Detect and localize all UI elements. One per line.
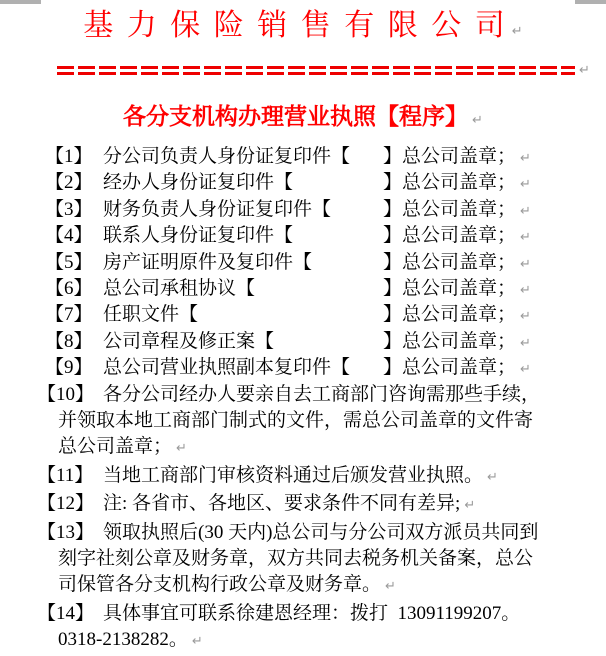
item-label: 领取执照后(30 天内)总公司与分公司双方派员共同到	[103, 521, 539, 543]
stamp-suffix: 】总公司盖章；	[383, 198, 517, 220]
item-label: 各分公司经办人要亲自去工商部门咨询需那些手续，	[103, 383, 541, 405]
list-item	[0, 382, 606, 463]
page-edge-right	[575, 0, 606, 4]
paragraph-mark-icon: ↵	[579, 63, 590, 78]
paragraph-mark-icon: ↵	[385, 579, 396, 595]
item-number: 【1】	[45, 146, 93, 167]
paragraph-mark-icon: ↵	[464, 498, 476, 514]
paragraph-mark-icon: ↵	[520, 362, 531, 378]
list-item	[0, 329, 606, 355]
item-label: 刻字社刻公章及财务章，双方共同去税务机关备案，总公	[58, 547, 534, 569]
item-label: 当地工商部门审核资料通过后颁发营业执照。	[103, 464, 484, 486]
item-label: 总公司承租协议【	[103, 277, 256, 299]
item-text-line	[0, 546, 606, 572]
stamp-tail	[383, 223, 531, 251]
item-label: 具体事宜可联系徐建恩经理：拨打 13091199207。	[103, 602, 521, 624]
paragraph-mark-icon: ↵	[520, 309, 531, 325]
paragraph-mark-icon: ↵	[520, 151, 531, 166]
item-text-line	[0, 627, 606, 655]
paragraph-mark-icon: ↵	[520, 230, 531, 246]
item-number: 【13】	[37, 521, 95, 543]
item-label: 0318-2138282。	[58, 629, 188, 651]
list-item	[0, 250, 606, 276]
paragraph-mark-icon: ↵	[472, 113, 483, 128]
stamp-tail	[383, 197, 531, 225]
list-item	[0, 302, 606, 328]
paragraph-mark-icon: ↵	[487, 469, 498, 485]
item-label: 财务负责人身份证复印件【	[103, 198, 332, 220]
paragraph-mark-icon: ↵	[520, 256, 531, 272]
item-text-line	[0, 408, 606, 434]
item-label: 司保管各分支机构行政公章及财务章。	[58, 574, 382, 596]
item-number: 【12】	[37, 493, 95, 515]
stamp-suffix: 】总公司盖章；	[383, 304, 517, 326]
divider-line-top	[57, 66, 575, 69]
item-number: 【4】	[45, 225, 93, 247]
item-label: 总公司盖章；	[58, 436, 173, 458]
list-item	[0, 491, 606, 519]
item-label: 联系人身份证复印件【	[103, 225, 294, 247]
paragraph-mark-icon: ↵	[520, 335, 531, 351]
item-label: 分公司负责人身份证复印件【	[103, 146, 351, 167]
paragraph-mark-icon: ↵	[191, 634, 203, 650]
item-number: 【10】	[37, 383, 95, 405]
list-item	[0, 276, 606, 302]
stamp-tail	[383, 144, 531, 172]
paragraph-mark-icon: ↵	[511, 24, 523, 39]
item-label: 经办人身份证复印件【	[103, 172, 294, 194]
item-number: 【7】	[45, 304, 93, 326]
item-label: 注: 各省市、各地区、要求条件不同有差异;	[103, 493, 461, 515]
item-number: 【9】	[45, 357, 93, 379]
stamp-tail	[383, 170, 531, 198]
item-label: 公司章程及修正案【	[103, 330, 275, 352]
list-item	[0, 355, 606, 381]
stamp-suffix: 】总公司盖章；	[383, 146, 517, 167]
list-item	[0, 144, 606, 170]
stamp-suffix: 】总公司盖章；	[383, 251, 517, 273]
item-number: 【2】	[45, 172, 93, 194]
item-number: 【5】	[45, 251, 93, 273]
stamp-tail	[383, 355, 531, 383]
double-red-divider	[0, 63, 606, 78]
list-item	[0, 223, 606, 249]
list-item	[0, 197, 606, 223]
title-row	[0, 0, 606, 52]
item-label: 并领取本地工商部门制式的文件，需总公司盖章的文件寄	[58, 409, 534, 431]
page-edge-left	[0, 0, 41, 4]
stamp-items-list	[0, 144, 606, 382]
item-text-line	[0, 434, 606, 462]
company-title: 基 力 保 险 销 售 有 限 公 司	[83, 9, 508, 42]
item-number: 【3】	[45, 198, 93, 220]
heading-row	[0, 101, 606, 136]
list-item	[0, 170, 606, 196]
stamp-suffix: 】总公司盖章；	[383, 172, 517, 194]
paragraph-mark-icon: ↵	[520, 282, 531, 298]
section-heading: 各分支机构办理营业执照【程序】	[123, 104, 469, 129]
item-number: 【6】	[45, 277, 93, 299]
stamp-tail	[383, 302, 531, 330]
stamp-suffix: 】总公司盖章；	[383, 330, 517, 352]
item-number: 【11】	[37, 464, 94, 486]
paragraph-mark-icon: ↵	[520, 177, 531, 193]
stamp-tail	[383, 329, 531, 357]
list-item	[0, 601, 606, 656]
stamp-tail	[383, 250, 531, 278]
list-item	[0, 463, 606, 491]
item-label: 任职文件【	[103, 304, 199, 326]
paragraph-mark-icon: ↵	[176, 441, 187, 457]
stamp-suffix: 】总公司盖章；	[383, 357, 517, 379]
item-label: 房产证明原件及复印件【	[103, 251, 313, 273]
item-text-line	[0, 572, 606, 600]
paragraph-mark-icon: ↵	[520, 203, 531, 219]
divider-stripes	[57, 66, 575, 75]
stamp-tail	[383, 276, 531, 304]
note-items-list	[0, 382, 606, 656]
divider-line-bottom	[57, 72, 575, 75]
item-number: 【14】	[37, 602, 95, 624]
stamp-suffix: 】总公司盖章；	[383, 225, 517, 247]
list-item	[0, 520, 606, 601]
stamp-suffix: 】总公司盖章；	[383, 277, 517, 299]
item-number: 【8】	[45, 330, 93, 352]
item-label: 总公司营业执照副本复印件【	[103, 357, 351, 379]
